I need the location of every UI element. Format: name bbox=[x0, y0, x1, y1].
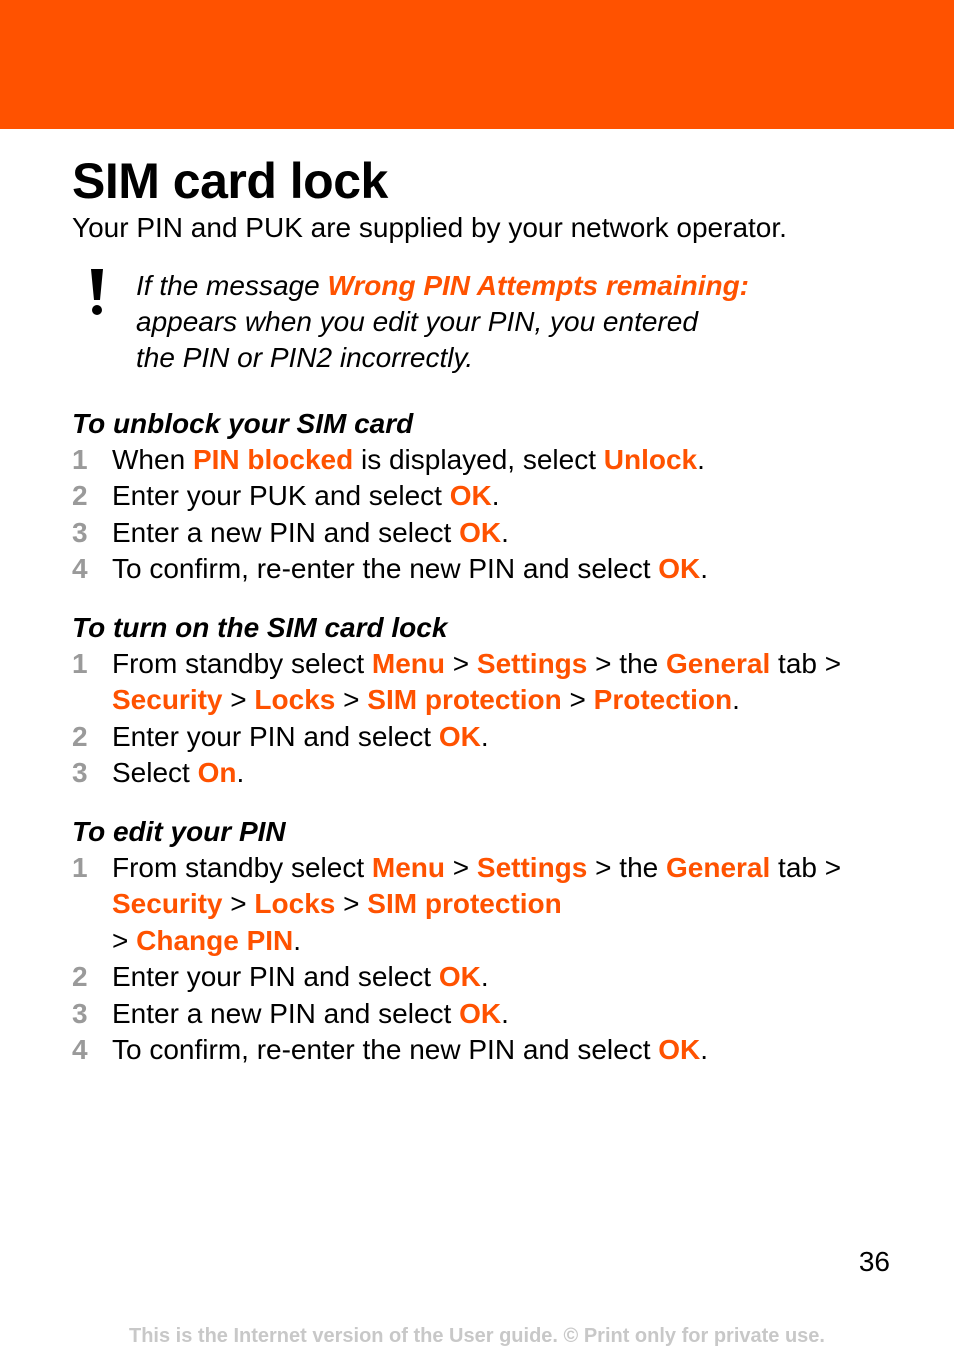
step-number: 1 bbox=[72, 852, 88, 883]
menu-term: OK bbox=[438, 961, 481, 993]
footer-notice: This is the Internet version of the User guide. © Print only for private use. bbox=[129, 1325, 825, 1347]
step-text-segment: . bbox=[700, 1034, 709, 1066]
step-text-segment: Enter your PIN and select bbox=[112, 961, 439, 993]
step-text bbox=[112, 551, 912, 587]
page-title: SIM card lock bbox=[72, 153, 388, 209]
step-item bbox=[72, 478, 912, 514]
step-text bbox=[112, 515, 912, 551]
note-text-before: If the message bbox=[136, 270, 328, 301]
step-text-segment: To confirm, re-enter the new PIN and select bbox=[112, 553, 659, 585]
step-text-segment: > the bbox=[587, 852, 666, 883]
intro-text: Your PIN and PUK are supplied by your network operator. bbox=[72, 212, 787, 243]
step-item bbox=[72, 1032, 912, 1068]
step-text-segment: is displayed, select bbox=[353, 444, 604, 475]
step-text-segment: To confirm, re-enter the new PIN and select bbox=[112, 1034, 659, 1066]
step-number: 4 bbox=[72, 1034, 88, 1066]
step-text-segment: > bbox=[444, 852, 477, 883]
menu-term: Locks bbox=[254, 888, 336, 920]
section-turn-on-lock bbox=[72, 610, 912, 792]
step-number: 3 bbox=[72, 757, 88, 789]
step-text-segment: Enter your PUK and select bbox=[112, 480, 450, 512]
menu-term: Security bbox=[112, 684, 223, 716]
step-text-segment: tab > bbox=[770, 648, 842, 679]
note-highlight: Wrong PIN Attempts remaining: bbox=[327, 270, 750, 301]
section-unblock-sim bbox=[72, 406, 912, 588]
menu-term: OK bbox=[658, 553, 701, 585]
menu-term: SIM protection bbox=[367, 888, 562, 920]
menu-term: OK bbox=[658, 1034, 701, 1066]
header-bar bbox=[0, 0, 954, 129]
step-text-segment: From standby select bbox=[112, 852, 372, 883]
step-text-segment: . bbox=[501, 516, 509, 548]
step-item bbox=[72, 442, 912, 478]
step-text bbox=[112, 850, 912, 959]
step-text-segment: > bbox=[444, 648, 477, 679]
step-item bbox=[72, 959, 912, 995]
step-text bbox=[112, 646, 912, 719]
step-text bbox=[112, 478, 912, 514]
page-number: 36 bbox=[858, 1246, 890, 1277]
menu-term: Change PIN bbox=[136, 924, 294, 956]
step-text-segment: > the bbox=[587, 648, 666, 679]
step-text-segment: When bbox=[112, 444, 193, 475]
step-number: 2 bbox=[72, 480, 88, 512]
step-item bbox=[72, 850, 912, 959]
step-text-segment: . bbox=[236, 757, 245, 789]
section-title: To turn on the SIM card lock bbox=[72, 612, 448, 643]
step-text-segment: . bbox=[697, 444, 705, 475]
step-text-segment: > bbox=[335, 888, 368, 920]
step-text-segment: > bbox=[222, 888, 255, 920]
menu-term: General bbox=[666, 852, 771, 883]
step-number: 4 bbox=[72, 553, 88, 585]
menu-term: OK bbox=[438, 720, 481, 752]
step-text-segment: . bbox=[480, 961, 489, 993]
warning-note bbox=[136, 268, 856, 376]
step-text-segment: Enter your PIN and select bbox=[112, 720, 439, 752]
step-number: 2 bbox=[72, 720, 88, 752]
step-text bbox=[112, 959, 912, 995]
section-title: To unblock your SIM card bbox=[72, 408, 414, 439]
step-text-segment: > bbox=[561, 684, 594, 716]
menu-term: General bbox=[666, 648, 771, 679]
menu-term: SIM protection bbox=[367, 684, 562, 716]
menu-term: PIN blocked bbox=[192, 444, 354, 475]
menu-term: Settings bbox=[476, 648, 588, 679]
step-text bbox=[112, 755, 912, 791]
step-number: 2 bbox=[72, 961, 88, 993]
step-text-segment: . bbox=[480, 720, 489, 752]
step-text-segment: Enter a new PIN and select bbox=[112, 516, 460, 548]
step-text-segment: > bbox=[335, 684, 368, 716]
step-text-segment: . bbox=[501, 997, 509, 1029]
menu-term: OK bbox=[449, 480, 492, 512]
step-text-segment: > bbox=[112, 924, 137, 956]
step-text-segment: . bbox=[491, 480, 500, 512]
step-text-segment: Select bbox=[112, 757, 198, 789]
step-text-segment: . bbox=[700, 553, 709, 585]
step-item bbox=[72, 515, 912, 551]
section-title: To edit your PIN bbox=[72, 816, 286, 847]
step-text bbox=[112, 996, 912, 1032]
step-item bbox=[72, 996, 912, 1032]
menu-term: Security bbox=[112, 888, 223, 920]
section-edit-pin bbox=[72, 814, 912, 1068]
step-number: 1 bbox=[72, 648, 88, 679]
step-text-segment: . bbox=[732, 684, 740, 716]
menu-term: OK bbox=[459, 516, 502, 548]
step-item bbox=[72, 755, 912, 791]
note-line-3: the PIN or PIN2 incorrectly. bbox=[136, 342, 474, 373]
menu-term: Locks bbox=[254, 684, 336, 716]
menu-term: Unlock bbox=[603, 444, 698, 475]
step-text bbox=[112, 442, 912, 478]
step-text-segment: From standby select bbox=[112, 648, 372, 679]
step-text-segment: tab > bbox=[770, 852, 842, 883]
step-text-segment: Enter a new PIN and select bbox=[112, 997, 460, 1029]
menu-term: Menu bbox=[371, 648, 445, 679]
step-text bbox=[112, 719, 912, 755]
step-number: 1 bbox=[72, 444, 88, 475]
exclamation-icon bbox=[86, 266, 108, 318]
step-item bbox=[72, 551, 912, 587]
step-number: 3 bbox=[72, 997, 88, 1029]
step-number: 3 bbox=[72, 516, 88, 548]
step-item bbox=[72, 719, 912, 755]
menu-term: On bbox=[197, 757, 237, 789]
step-text-segment: . bbox=[293, 924, 302, 956]
menu-term: Menu bbox=[371, 852, 445, 883]
menu-term: OK bbox=[459, 997, 502, 1029]
menu-term: Settings bbox=[476, 852, 588, 883]
step-text bbox=[112, 1032, 912, 1068]
menu-term: Protection bbox=[593, 684, 733, 716]
step-text-segment: > bbox=[222, 684, 255, 716]
step-item bbox=[72, 646, 912, 719]
note-line-2: appears when you edit your PIN, you entered bbox=[136, 306, 698, 337]
